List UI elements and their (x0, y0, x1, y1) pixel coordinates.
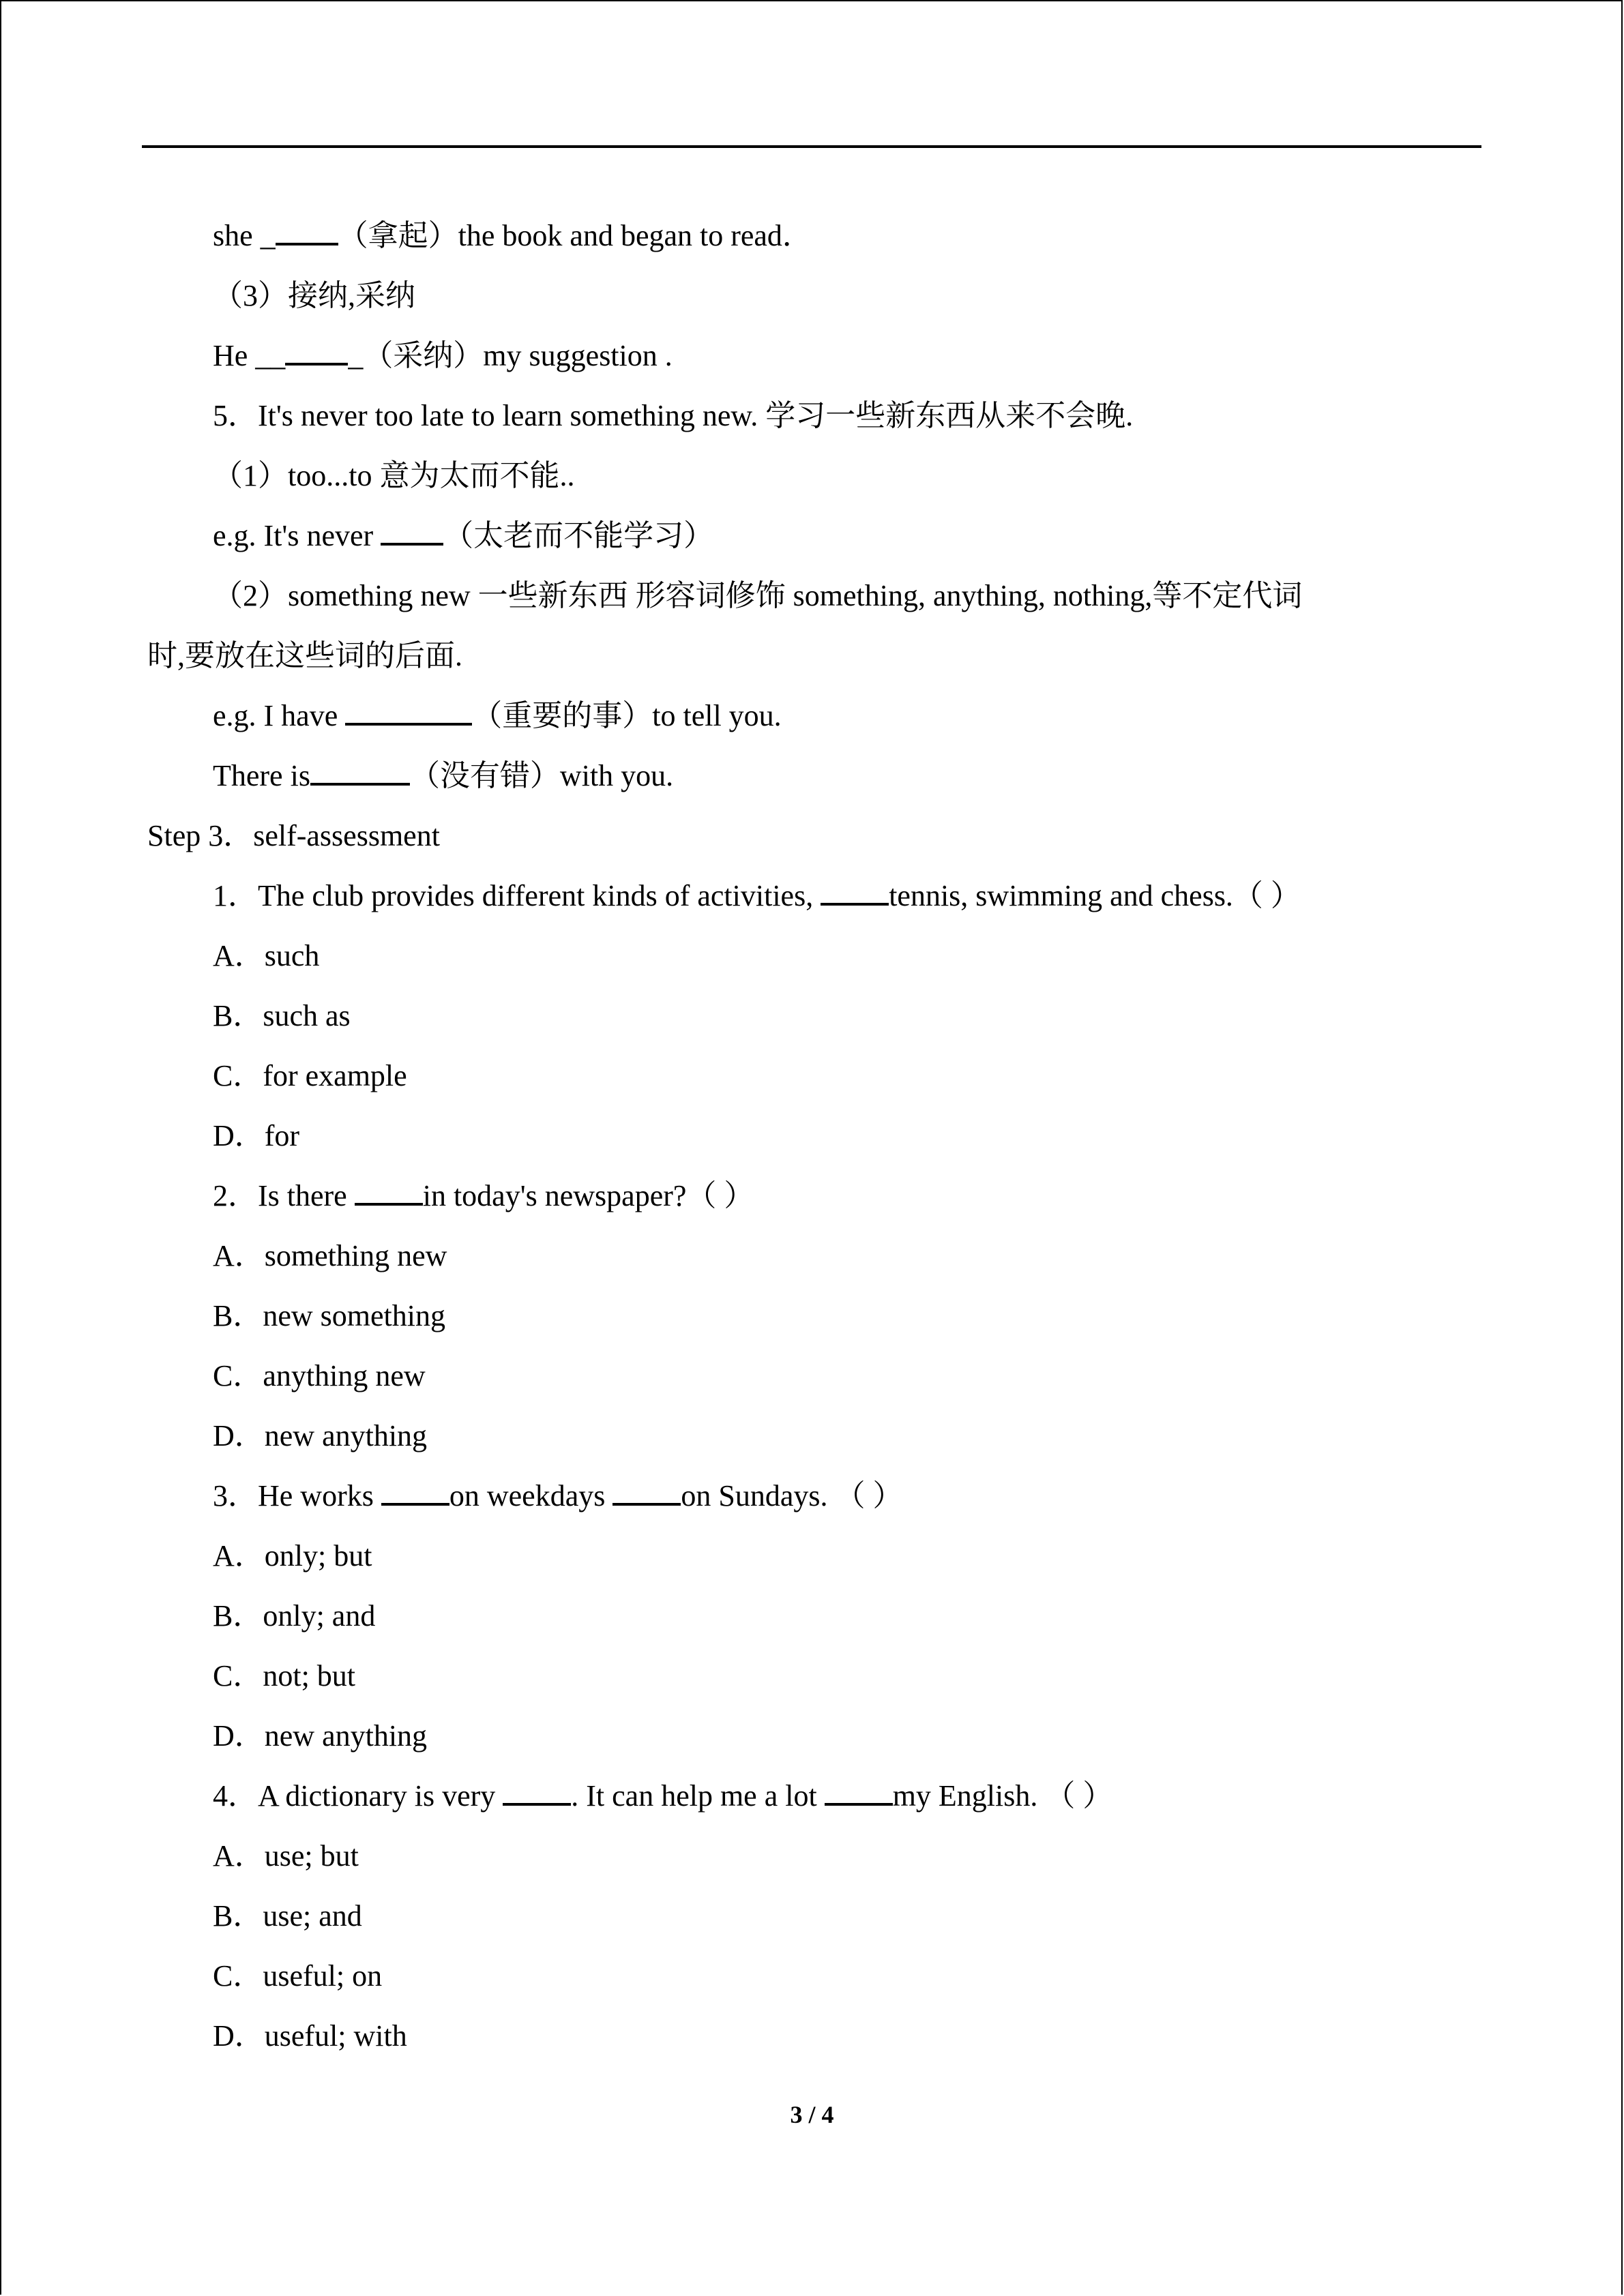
answer-option: C．for example (213, 1059, 407, 1092)
answer-option: A．something new (213, 1239, 447, 1272)
text-line: 5．It's never too late to learn something new. 学习一些新东西从来不会晚. (213, 399, 1134, 432)
header-rule (142, 145, 1481, 148)
text-line: There is （没有错）with you. (213, 759, 674, 792)
answer-option: B．such as (213, 999, 351, 1032)
question-stem: 4．A dictionary is very . It can help me a lot my English. （ ） (213, 1779, 1113, 1813)
answer-option: A．use; but (213, 1839, 359, 1873)
text-line: （2）something new 一些新东西 形容词修饰 something, anything, nothing,等不定代词 (213, 579, 1303, 612)
question-stem: 3．He works on weekdays on Sundays. （ ） (213, 1479, 903, 1512)
answer-option: A．such (213, 939, 320, 972)
answer-blank (381, 1478, 449, 1506)
text-line: 时,要放在这些词的后面. (147, 639, 462, 672)
section-heading: Step 3．self-assessment (147, 819, 440, 852)
text-line: e.g. I have （重要的事）to tell you. (213, 699, 782, 732)
text-line: He __ _（采纳）my suggestion . (213, 339, 673, 372)
answer-option: B．only; and (213, 1599, 376, 1632)
text-line: e.g. It's never （太老而不能学习） (213, 519, 714, 552)
answer-blank (285, 338, 348, 366)
answer-blank (503, 1778, 571, 1806)
page-number: 3 / 4 (790, 2101, 834, 2128)
answer-blank (355, 1178, 423, 1206)
text-line: （3）接纳,采纳 (213, 279, 415, 312)
answer-blank (821, 878, 889, 906)
answer-option: C．anything new (213, 1359, 426, 1392)
answer-option: A．only; but (213, 1539, 372, 1572)
answer-option: D．new anything (213, 1419, 428, 1452)
answer-blank (612, 1478, 681, 1506)
answer-blank (825, 1778, 893, 1806)
answer-option: D．for (213, 1119, 300, 1152)
question-stem: 2．Is there in today's newspaper?（ ） (213, 1179, 754, 1212)
answer-blank (276, 218, 338, 245)
answer-option: D．new anything (213, 1719, 428, 1753)
question-stem: 1．The club provides different kinds of activities, tennis, swimming and chess.（ ） (213, 879, 1301, 912)
answer-option: B．new something (213, 1299, 445, 1332)
answer-option: B．use; and (213, 1899, 362, 1933)
text-line: （1）too...to 意为太而不能.. (213, 459, 575, 492)
answer-option: D．useful; with (213, 2019, 407, 2053)
answer-option: C．useful; on (213, 1959, 383, 1993)
answer-option: C．not; but (213, 1659, 356, 1693)
text-line: she _ （拿起）the book and began to read． (213, 219, 812, 252)
answer-blank (345, 698, 472, 726)
answer-blank (381, 518, 443, 546)
answer-blank (310, 758, 410, 786)
